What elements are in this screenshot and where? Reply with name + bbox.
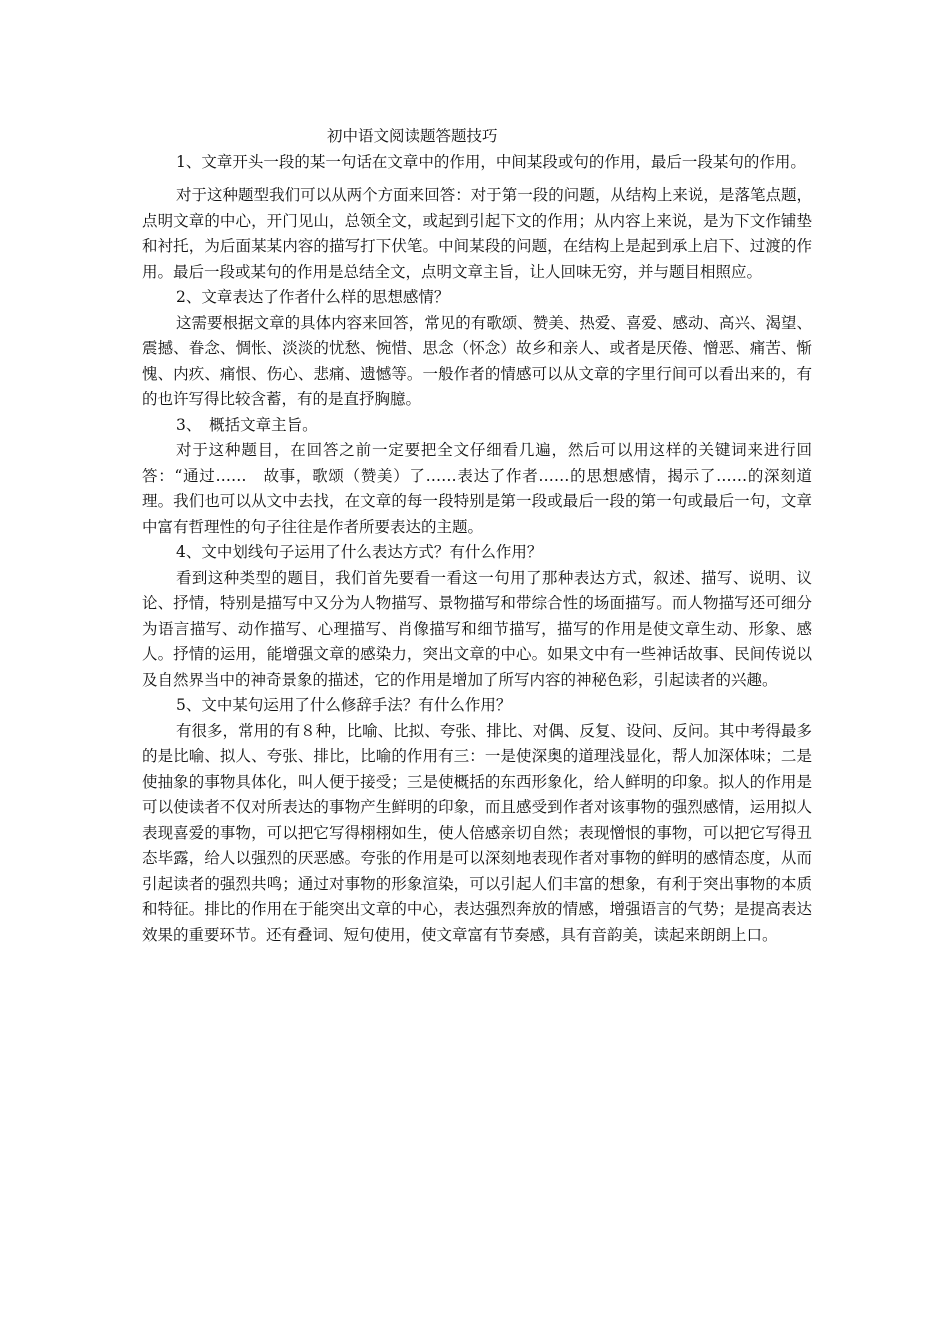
document-title: 初中语文阅读题答题技巧 bbox=[327, 127, 498, 145]
section-1-body: 对于这种题型我们可以从两个方面来回答：对于第一段的问题，从结构上来说，是落笔点题，点明文章的中心，开门见山，总领全文，或起到引起下文的作用；从内容上来说，是为下文作铺垫和衬托，为后面某某内容的描写打下伏笔。中间某段的问题，在结构上是起到承上启下、过渡的作用。最后一段或某句的作用是总结全文，点明文章主旨，让人回味无穷，并与题目相照应。 bbox=[142, 186, 812, 281]
section-5-body: 有很多，常用的有８种，比喻、比拟、夸张、排比、对偶、反复、设问、反问。其中考得最多的是比喻、拟人、夸张、排比，比喻的作用有三：一是使深奥的道理浅显化，帮人加深体味；二是使抽象的事物具体化，叫人便于接受；三是使概括的东西形象化，给人鲜明的印象。拟人的作用是可以使读者不仅对所表达的事物产生鲜明的印象，而且感受到作者对该事物的强烈感情，运用拟人表现喜爱的事物，可以把它写得栩栩如生，使人倍感亲切自然；表现憎恨的事物，可以把它写得丑态毕露，给人以强烈的厌恶感。夸张的作用是可以深刻地表现作者对事物的鲜明的感情态度，从而引起读者的强烈共鸣；通过对事物的形象渲染，可以引起人们丰富的想象，有利于突出事物的本质和特征。排比的作用在于能突出文章的中心，表达强烈奔放的情感，增强语言的气势；是提高表达效果的重要环节。还有叠词、短句使用，使文章富有节奏感，具有音韵美，读起来朗朗上口。 bbox=[142, 721, 812, 944]
section-4-heading: 4、文中划线句子运用了什么表达方式？有什么作用？ bbox=[176, 543, 543, 561]
section-4-body: 看到这种类型的题目，我们首先要看一看这一句用了那种表达方式，叙述、描写、说明、议论、抒情，特别是描写中又分为人物描写、景物描写和带综合性的场面描写。而人物描写还可细分为语言描写、动作描写、心理描写、肖像描写和细节描写，描写的作用是使文章生动、形象、感人。抒情的运用，能增强文章的感染力，突出文章的中心。如果文中有一些神话故事、民间传说以及自然界当中的神奇景象的描述，它的作用是增加了所写内容的神秘色彩，引起读者的兴趣。 bbox=[142, 568, 812, 689]
section-2-body: 这需要根据文章的具体内容来回答，常见的有歌颂、赞美、热爱、喜爱、感动、高兴、渴望、震撼、眷念、惆怅、淡淡的忧愁、惋惜、思念（怀念）故乡和亲人、或者是厌倦、憎恶、痛苦、惭愧、内疚、痛恨、伤心、悲痛、遗憾等。一般作者的情感可以从文章的字里行间可以看出来的，有的也许写得比较含蓄，有的是直抒胸臆。 bbox=[142, 313, 812, 408]
section-3-body: 对于这种题目，在回答之前一定要把全文仔细看几遍，然后可以用这样的关键词来进行回答：“通过…… 故事，歌颂（赞美）了……表达了作者……的思想感情，揭示了……的深刻道理。我们也可以从文中去找，在文章的每一段特别是第一段或最后一段的第一句或最后一句，文章中富有哲理性的句子往往是作者所要表达的主题。 bbox=[142, 441, 812, 536]
section-3-heading: 3、 概括文章主旨。 bbox=[176, 415, 318, 434]
section-1-heading: 1、文章开头一段的某一句话在文章中的作用，中间某段或句的作用，最后一段某句的作用。 bbox=[176, 152, 806, 171]
document-page bbox=[142, 124, 812, 948]
section-2-heading: 2、文章表达了作者什么样的思想感情？ bbox=[176, 288, 450, 306]
section-5-heading: 5、文中某句运用了什么修辞手法？有什么作用？ bbox=[176, 696, 512, 714]
